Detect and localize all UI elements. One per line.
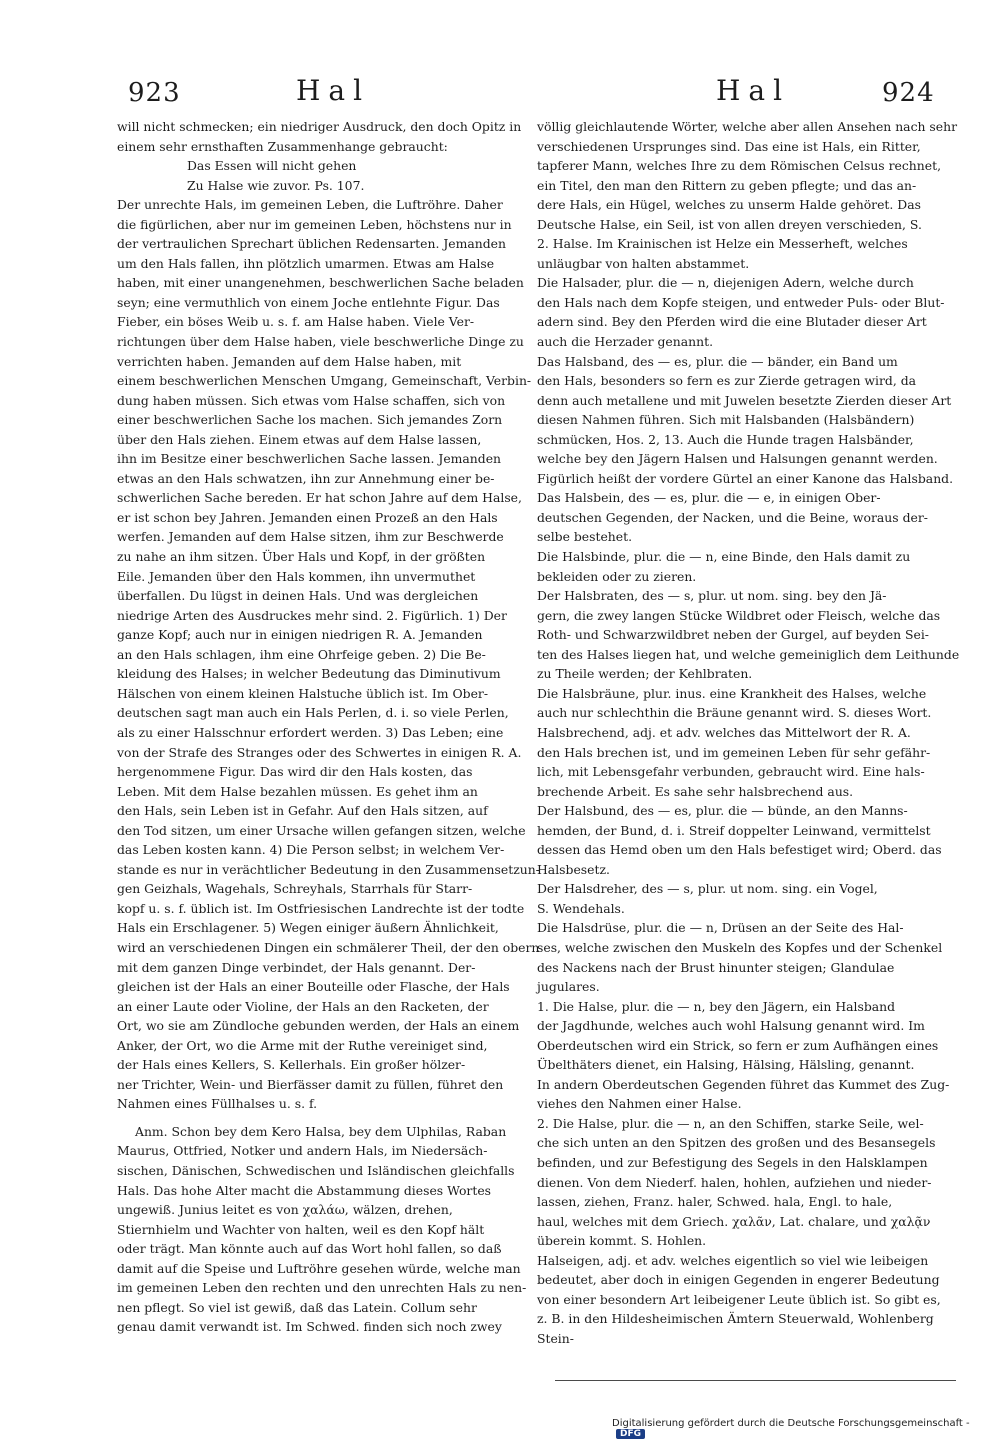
text-line: Anker, der Ort, wo die Arme mit der Ruthe vereiniget sind,	[117, 1037, 488, 1053]
text-line: gern, die zwey langen Stücke Wildbret oder Fleisch, welche das	[537, 607, 941, 623]
entry-headword-line: 2. Die Halse, plur. die — n, an den Schiffen, starke Seile, wel-	[537, 1115, 924, 1131]
text-line: befinden, und zur Befestigung des Segels in den Halsklampen	[537, 1154, 928, 1170]
text-line: brechende Arbeit. Es sahe sehr halsbrechend aus.	[537, 783, 854, 799]
text-line: stande es nur in verächtlicher Bedeutung in den Zusammensetzun-	[117, 861, 540, 877]
text-line: viehes den Nahmen einer Halse.	[537, 1096, 742, 1112]
text-line: einem sehr ernsthaften Zusammenhange gebraucht:	[117, 138, 448, 154]
text-line: Figürlich heißt der vordere Gürtel an einer Kanone das Halsband.	[537, 470, 954, 486]
bottom-rule	[555, 1380, 956, 1381]
text-line: ner Trichter, Wein- und Bierfässer damit zu füllen, führet den	[117, 1076, 504, 1092]
digitization-credit	[612, 1418, 1000, 1440]
text-line: etwas an den Hals schwatzen, ihn zur Annehmung einer be-	[117, 470, 495, 486]
text-line: niedrige Arten des Ausdruckes mehr sind. 2. Figürlich. 1) Der	[117, 607, 507, 623]
text-line: den Hals nach dem Kopfe steigen, und entweder Puls- oder Blut-	[537, 294, 945, 310]
text-line: das Leben kosten kann. 4) Die Person selbst; in welchem Ver-	[117, 842, 505, 858]
dfg-logo-badge: DFG	[616, 1429, 645, 1439]
text-line: nen pflegt. So viel ist gewiß, daß das Latein. Collum sehr	[117, 1299, 477, 1315]
text-line: über den Hals ziehen. Einem etwas auf dem Halse lassen,	[117, 431, 482, 447]
entry-headword-line: Halseigen, adj. et adv. welches eigentlich so viel wie leibeigen	[537, 1252, 929, 1268]
text-line: will nicht schmecken; ein niedriger Ausdruck, den doch Opitz in	[117, 119, 522, 134]
text-line: deutschen Gegenden, der Nacken, und die Beine, woraus der-	[537, 509, 928, 525]
text-line: mit dem ganzen Dinge verbindet, der Hals genannt. Der-	[117, 959, 476, 975]
text-line: die figürlichen, aber nur im gemeinen Leben, höchstens nur in	[117, 216, 512, 232]
text-line: gen Geizhals, Wagehals, Schreyhals, Starrhals für Starr-	[117, 881, 473, 897]
text-line: den Hals, sein Leben ist in Gefahr. Auf den Hals sitzen, auf	[117, 803, 488, 819]
text-line: denn auch metallene und mit Juwelen besetzte Zierden dieser Art	[537, 392, 952, 408]
text-line: welche bey den Jägern Halsen und Halsungen genannt werden.	[537, 451, 938, 467]
text-line: völlig gleichlautende Wörter, welche aber allen Ansehen nach sehr	[537, 119, 958, 134]
text-line: S. Wendehals.	[537, 900, 625, 916]
text-line: auch die Herzader genannt.	[537, 334, 714, 350]
text-line: haben, mit einer unangenehmen, beschwerlichen Sache beladen	[117, 275, 524, 291]
text-line: Übelthäters dienet, ein Halsing, Hälsing, Hälsling, genannt.	[537, 1057, 915, 1073]
text-line: damit auf die Speise und Luftröhre gesehen würde, welche man	[117, 1260, 521, 1276]
text-line: Oberdeutschen wird ein Strick, so fern er zum Aufhängen eines	[537, 1037, 939, 1053]
text-line: jugulares.	[537, 979, 600, 995]
text-line: zu Theile werden; der Kehlbraten.	[537, 666, 753, 682]
text-line: als zu einer Halsschnur erfordert werden. 3) Das Leben; eine	[117, 724, 504, 740]
text-line: überein kommt. S. Hohlen.	[537, 1233, 707, 1249]
text-line: der vertraulichen Sprechart üblichen Redensarten. Jemanden	[117, 236, 506, 252]
text-line: lich, mit Lebensgefahr verbunden, gebraucht wird. Eine hals-	[537, 764, 925, 780]
text-line: den Hals, besonders so fern es zur Zierde getragen wird, da	[537, 373, 917, 389]
text-line: In andern Oberdeutschen Gegenden führet das Kummet des Zug-	[537, 1076, 950, 1092]
text-line: deutschen sagt man auch ein Hals Perlen, d. i. so viele Perlen,	[117, 705, 509, 721]
text-line: bedeutet, aber doch in einigen Gegenden in engerer Bedeutung	[537, 1272, 940, 1288]
text-line: von einer besondern Art leibeigener Leute üblich ist. So gibt es,	[537, 1291, 941, 1307]
text-line: dienen. Von dem Niederf. halen, hohlen, aufziehen und nieder-	[537, 1174, 932, 1190]
text-line: an den Hals schlagen, ihm eine Ohrfeige geben. 2) Die Be-	[117, 646, 486, 662]
text-line: schwerlichen Sache bereden. Er hat schon Jahre auf dem Halse,	[117, 490, 522, 506]
paragraph-gap	[117, 1114, 517, 1122]
text-line: richtungen über dem Halse haben, viele beschwerliche Dinge zu	[117, 334, 524, 350]
text-line: kleidung des Halses; in welcher Bedeutung das Diminutivum	[117, 666, 501, 682]
text-line: haul, welches mit dem Griech. χαλᾶν, Lat. chalare, und χαλᾷν	[537, 1213, 931, 1229]
text-line: Stiernhielm und Wachter von halten, weil es den Kopf hält	[117, 1221, 485, 1237]
right-page-number: 924	[882, 78, 935, 108]
entry-headword-line: Der Halsbraten, des — s, plur. ut nom. sing. bey den Jä-	[537, 588, 887, 604]
text-line: 2. Halse. Im Krainischen ist Helze ein Messerheft, welches	[537, 236, 908, 252]
text-line: oder trägt. Man könnte auch auf das Wort hohl fallen, so daß	[117, 1241, 502, 1257]
entry-headword-line: Das Halsbein, des — es, plur. die — e, in einigen Ober-	[537, 490, 881, 506]
text-line: von der Strafe des Stranges oder des Schwertes in einigen R. A.	[117, 744, 522, 760]
text-line: lassen, ziehen, Franz. haler, Schwed. hala, Engl. to hale,	[537, 1194, 893, 1210]
text-line: den Tod sitzen, um einer Ursache willen gefangen sitzen, welche	[117, 822, 526, 838]
text-line: Roth- und Schwarzwildbret neben der Gurgel, auf beyden Sei-	[537, 627, 929, 643]
entry-headword-line: Die Halsader, plur. die — n, diejenigen Adern, welche durch	[537, 275, 914, 291]
text-line: Maurus, Ottfried, Notker und andern Hals, im Niedersäch-	[117, 1143, 488, 1159]
text-line: che sich unten an den Spitzen des großen und des Besansegels	[537, 1135, 936, 1151]
text-line: z. B. in den Hildesheimischen Ämtern Steuerwald, Wohlenberg	[537, 1311, 934, 1327]
text-line: seyn; eine vermuthlich von einem Joche entlehnte Figur. Das	[117, 294, 500, 310]
right-catchword: Hal	[716, 74, 791, 107]
text-line: ungewiß. Junius leitet es von χαλάω, wälzen, drehen,	[117, 1202, 453, 1218]
text-line: einer beschwerlichen Sache los machen. Sich jemandes Zorn	[117, 412, 503, 428]
right-text-column	[537, 117, 960, 1346]
text-line: tapferer Mann, welches Ihre zu dem Römischen Celsus rechnet,	[537, 158, 942, 174]
text-line: ihn im Besitze einer beschwerlichen Sache lassen. Jemanden	[117, 451, 502, 467]
entry-headword-line: Der Halsdreher, des — s, plur. ut nom. sing. ein Vogel,	[537, 881, 878, 897]
text-line: er ist schon bey Jahren. Jemanden einen Prozeß an den Hals	[117, 509, 498, 525]
text-line: Fieber, ein böses Weib u. s. f. am Halse haben. Viele Ver-	[117, 314, 475, 330]
text-line: selbe bestehet.	[537, 529, 633, 545]
left-page-number: 923	[128, 78, 181, 108]
text-line: Hals. Das hohe Alter macht die Abstammung dieses Wortes	[117, 1182, 492, 1198]
text-line: Deutsche Halse, ein Seil, ist von allen dreyen verschieden, S.	[537, 216, 922, 232]
text-line: genau damit verwandt ist. Im Schwed. finden sich noch zwey	[117, 1319, 502, 1335]
text-line: Eile. Jemanden über den Hals kommen, ihn unvermuthet	[117, 568, 476, 584]
text-line: unläugbar von halten abstammet.	[537, 255, 750, 271]
text-line: dung haben müssen. Sich etwas vom Halse schaffen, sich von	[117, 392, 506, 408]
text-line: wird an verschiedenen Dingen ein schmälerer Theil, der den obern	[117, 939, 540, 955]
text-line: verschiedenen Ursprunges sind. Das eine ist Hals, ein Ritter,	[537, 138, 921, 154]
text-line: auch nur schlechthin die Bräune genannt wird. S. dieses Wort.	[537, 705, 932, 721]
text-line: ganze Kopf; auch nur in einigen niedrigen R. A. Jemanden	[117, 627, 483, 643]
text-line: adern sind. Bey den Pferden wird die eine Blutader dieser Art	[537, 314, 927, 330]
text-line: Stein-	[537, 1330, 574, 1346]
text-line: schmücken, Hos. 2, 13. Auch die Hunde tragen Halsbänder,	[537, 431, 914, 447]
text-line: zu nahe an ihm sitzen. Über Hals und Kopf, in der größten	[117, 549, 486, 565]
text-line: überfallen. Du lügst in deinen Hals. Und was dergleichen	[117, 588, 479, 604]
text-line: an einer Laute oder Violine, der Hals an den Racketen, der	[117, 998, 489, 1014]
text-line: Halsbesetz.	[537, 861, 610, 877]
entry-headword-line: Die Halsbräune, plur. inus. eine Krankheit des Halses, welche	[537, 685, 927, 701]
entry-headword-line: Der Halsbund, des — es, plur. die — bünde, an den Manns-	[537, 803, 908, 819]
text-line: den Hals brechen ist, und im gemeinen Leben für sehr gefähr-	[537, 744, 931, 760]
text-line: hergenommene Figur. Das wird dir den Hals kosten, das	[117, 764, 473, 780]
text-line: Zu Halse wie zuvor. Ps. 107.	[187, 177, 365, 193]
text-line: bekleiden oder zu zieren.	[537, 568, 697, 584]
text-line: ses, welche zwischen den Muskeln des Kopfes und der Schenkel	[537, 939, 943, 955]
text-line: hemden, der Bund, d. i. Streif doppelter Leinwand, vermittelst	[537, 822, 931, 838]
left-text-column	[117, 117, 540, 1335]
text-line: ein Titel, den man den Rittern zu geben pflegte; und das an-	[537, 177, 917, 193]
credit-text: Digitalisierung gefördert durch die Deutsche Forschungsgemeinschaft -	[612, 1418, 970, 1429]
text-line: sischen, Dänischen, Schwedischen und Isländischen gleichfalls	[117, 1162, 515, 1178]
text-line: Hälschen von einem kleinen Halstuche üblich ist. Im Ober-	[117, 685, 489, 701]
text-line: des Nackens nach der Brust hinunter steigen; Glandulae	[537, 959, 895, 975]
text-line: einem beschwerlichen Menschen Umgang, Gemeinschaft, Verbin-	[117, 373, 532, 389]
text-line: Der unrechte Hals, im gemeinen Leben, die Luftröhre. Daher	[117, 197, 503, 213]
text-line: kopf u. s. f. üblich ist. Im Ostfriesischen Landrechte ist der todte	[117, 900, 525, 916]
text-line: Anm. Schon bey dem Kero Halsa, bey dem Ulphilas, Raban	[135, 1123, 507, 1139]
text-line: dere Hals, ein Hügel, welches zu unserm Halde gehöret. Das	[537, 197, 921, 213]
text-line: Das Essen will nicht gehen	[187, 158, 357, 174]
text-line: im gemeinen Leben den rechten und den unrechten Hals zu nen-	[117, 1280, 527, 1296]
text-line: der Jagdhunde, welches auch wohl Halsung genannt wird. Im	[537, 1018, 925, 1034]
text-line: Leben. Mit dem Halse bezahlen müssen. Es gehet ihm an	[117, 783, 478, 799]
text-line: Hals ein Erschlagener. 5) Wegen einiger äußern Ähnlichkeit,	[117, 920, 499, 936]
text-line: ten des Halses liegen hat, und welche gemeiniglich dem Leithunde	[537, 646, 960, 662]
text-line: gleichen ist der Hals an einer Bouteille oder Flasche, der Hals	[117, 979, 510, 995]
entry-headword-line: Das Halsband, des — es, plur. die — bänder, ein Band um	[537, 353, 898, 369]
text-line: werfen. Jemanden auf dem Halse sitzen, ihm zur Beschwerde	[117, 529, 504, 545]
text-line: Nahmen eines Füllhalses u. s. f.	[117, 1096, 318, 1112]
entry-headword-line: Die Halsdrüse, plur. die — n, Drüsen an der Seite des Hal-	[537, 920, 904, 936]
text-line: dessen das Hemd oben um den Hals befestiget wird; Oberd. das	[537, 842, 942, 858]
left-catchword: Hal	[296, 74, 371, 107]
text-line: der Hals eines Kellers, S. Kellerhals. Ein großer hölzer-	[117, 1057, 466, 1073]
entry-headword-line: Die Halsbinde, plur. die — n, eine Binde, den Hals damit zu	[537, 549, 911, 565]
text-line: verrichten haben. Jemanden auf dem Halse haben, mit	[117, 353, 462, 369]
entry-headword-line: 1. Die Halse, plur. die — n, bey den Jägern, ein Halsband	[537, 998, 896, 1014]
text-line: Ort, wo sie am Zündloche gebunden werden, der Hals an einem	[117, 1018, 520, 1034]
text-line: diesen Nahmen führen. Sich mit Halsbanden (Halsbändern)	[537, 412, 915, 428]
entry-headword-line: Halsbrechend, adj. et adv. welches das Mittelwort der R. A.	[537, 724, 911, 740]
text-line: um den Hals fallen, ihn plötzlich umarmen. Etwas am Halse	[117, 255, 495, 271]
